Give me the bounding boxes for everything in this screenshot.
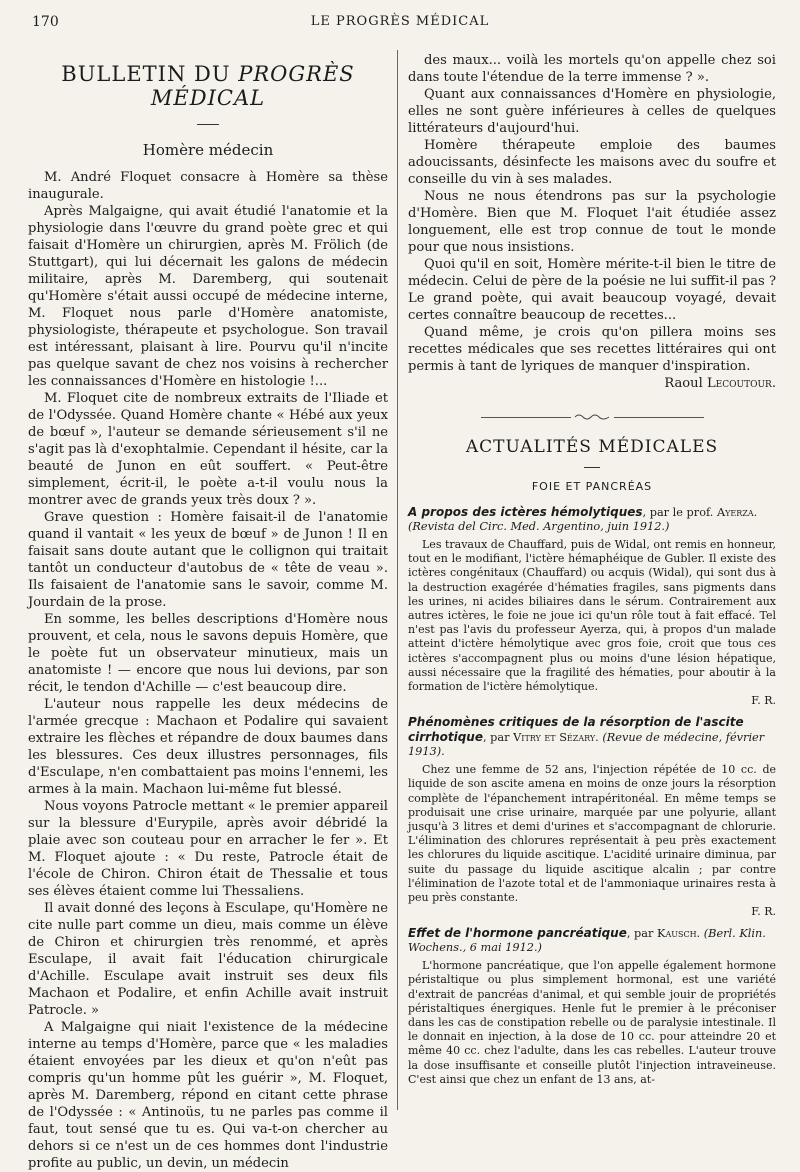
article-body: Les travaux de Chauffard, puis de Widal, ont remis en honneur, tout en le modifiant, l'ictère hémaphéique de Gubler. Il existe des ictères congénitaux (Chauffard) ou acquis (Widal), qui sont dus à la destruction exagérée d'hématies fragiles, sans pigments dans les urines, ni acides biliaires dans le sérum. Contrairement aux autres ictères, le foie ne joue ici qu'un rôle tout à fait effacé. Tel n'est pas l'avis du professeur Ayerza, qui, à propos d'un malade atteint d'ictère hémolytique avec gros foie, croit que tous ces ictères s'accompagnent plus ou moins d'une lésion hépatique, aussi nécessaire que la fragilité des hématies, pour aboutir à la formation de l'ictère hémolytique.: [408, 538, 776, 694]
article-body: L'hormone pancréatique, que l'on appelle également hormone péristaltique ou plus simplement hormonal, est une variété d'extrait de pancréas d'animal, et qui semble jouir de propriétés péristaltiques énergiques. Henle fut le premier à le préconiser dans les cas de constipation rebelle ou de paralysie intestinale. Il le donnait en injection, à la dose de 10 cc. pour atteindre 20 et même 40 cc. chez l'adulte, dans les cas rebelles. L'auteur trouve la dose insuffisante et conseille plutôt l'injection intraveineuse. C'est ainsi que chez un enfant de 13 ans, at-: [408, 959, 776, 1086]
paragraph: Grave question : Homère faisait-il de l'anatomie quand il vantait « les yeux de bœuf » de Junon ! Il en faisait sans doute autant que le collignon qui traitait tantôt un conducteur d'autobus de « tête de veau ». Ils faisaient de l'anatomie sans le savoir, comme M. Jourdain de la prose.: [28, 510, 388, 610]
paragraph: En somme, les belles descriptions d'Homère nous prouvent, et cela, nous le savons depuis Homère, que le poète fut un observateur minutieux, mais un anatomiste ! — encore que nous lui devions, par son récit, le tendon d'Achille — c'est beaucoup dire.: [28, 612, 388, 695]
paragraph: M. Floquet cite de nombreux extraits de l'Iliade et de l'Odyssée. Quand Homère chante « Hébé aux yeux de bœuf », l'auteur se demande sérieusement s'il ne s'agit pas là d'exophtalmie. Cependant il hésite, car la beauté de Junon en eût souffert. « Peut-être simplement, écrit-il, le poète a-t-il voulu nous la montrer avec de grands yeux très doux ? ».: [28, 391, 388, 508]
flourish-icon: [574, 412, 610, 422]
article-signature: F. R.: [751, 905, 776, 919]
author-signature: Raoul Lecoutour.: [664, 376, 776, 391]
paragraph: Homère thérapeute emploie des baumes adoucissants, désinfecte les maisons avec du soufre et conseille du vin à ses malades.: [408, 138, 776, 187]
paragraph: Nous voyons Patrocle mettant « le premier appareil sur la blessure d'Eurypile, après avoir débridé la plaie avec son couteau pour en arracher le fer ». Et M. Floquet ajoute : « Du reste, Patrocle était de l'école de Chiron. Chiron était de Thessalie et tous ses élèves étaient comme lui Thessaliens.: [28, 799, 388, 899]
paragraph: M. André Floquet consacre à Homère sa thèse inaugurale.: [28, 170, 388, 202]
paragraph: L'auteur nous rappelle les deux médecins de l'armée grecque : Machaon et Podalire qui savaient extraire les flèches et répandre de doux baumes dans les blessures. Ces deux illustres personnages, fils d'Esculape, n'en combattaient pas moins l'ennemi, les armes à la main. Machaon lui-même fut blessé.: [28, 697, 388, 797]
paragraph: Nous ne nous étendrons pas sur la psychologie d'Homère. Bien que M. Floquet l'ait étudiée assez longuement, elle est trop connue de tout le monde pour que nous insistions.: [408, 189, 776, 255]
news-articles: [408, 505, 776, 1087]
column-divider: [397, 50, 398, 1110]
left-column: [28, 52, 388, 1171]
paragraph: des maux... voilà les mortels qu'on appelle chez soi dans toute l'étendue de la terre immense ? ».: [408, 53, 776, 85]
section-dash: [584, 467, 600, 468]
article-heading: Phénomènes critiques de la résorption de l'ascite cirrhotique, par Vitry et Sézary. (Revue de médecine, février 1913).: [408, 715, 765, 759]
paragraph: Quand même, je crois qu'on pillera moins ses recettes médicales que ses recettes littéraires qui ont permis à tant de lyriques de manquer d'inspiration.: [408, 325, 776, 374]
page-number: 170: [32, 14, 59, 30]
paragraph: Après Malgaigne, qui avait étudié l'anatomie et la physiologie dans l'œuvre du grand poète grec et qui faisait d'Homère un chirurgien, après M. Frölich (de Stuttgart), qui lui décernait les galons de médecin militaire, après M. Daremberg, qui soutenait qu'Homère s'était aussi occupé de médecine interne, M. Floquet nous parle d'Homère anatomiste, physiologiste, thérapeute et psychologue. Son travail est intéressant, plaisant à lire. Pourvu qu'il n'incite pas quelque savant de chez nos voisins à rechercher les connaissances d'Homère en histologie !...: [28, 204, 388, 389]
article-title: Homère médecin: [142, 141, 274, 159]
right-column: [408, 52, 776, 1106]
running-title: LE PROGRÈS MÉDICAL: [310, 14, 490, 29]
article-continuation: [408, 52, 776, 392]
article-signature: F. R.: [751, 694, 776, 708]
running-header: [32, 14, 768, 34]
subsection-title: FOIE ET PANCRÉAS: [531, 480, 653, 493]
article-heading: Effet de l'hormone pancréatique, par Kausch. (Berl. Klin. Wochens., 6 mai 1912.): [408, 926, 766, 955]
bulletin-title: BULLETIN DU PROGRÈS MÉDICAL: [61, 62, 355, 110]
paragraph: Quant aux connaissances d'Homère en physiologie, elles ne sont guère inférieures à celles de quelques littérateurs d'aujourd'hui.: [408, 87, 776, 136]
section-ornament: [408, 410, 776, 423]
article-heading: A propos des ictères hémolytiques, par le prof. Ayerza. (Revista del Circ. Med. Argentino, juin 1912.): [408, 505, 758, 533]
article-body: Chez une femme de 52 ans, l'injection répétée de 10 cc. de liquide de son ascite amena en moins de onze jours la résorption complète de l'épanchement intrapéritonéal. En même temps se produisait une crise urinaire, marquée par une polyurie, allant jusqu'à 3 litres et demi d'urines et s'accompagnant de chlorurie. L'élimination des chlorures représentait à peu près exactement les chlorures du liquide ascitique. L'acidité urinaire diminua, par suite du passage du liquide ascitique alcalin ; par contre l'élimination de l'azote total et de l'ammoniaque urinaires resta à peu près constante.: [408, 763, 776, 905]
title-dash: [197, 124, 219, 125]
paragraph: Quoi qu'il en soit, Homère mérite-t-il bien le titre de médecin. Celui de père de la poésie ne lui suffit-il pas ? Le grand poète, qui avait beaucoup voyagé, devait certes connaître beaucoup de recettes...: [408, 257, 776, 323]
paragraph: Il avait donné des leçons à Esculape, qu'Homère ne cite nulle part comme un dieu, mais comme un élève de Chiron et chirurgien très renommé, et après Esculape, il avait fait l'éducation chirurgicale d'Achille. Esculape avait instruit ses deux fils Machaon et Podalire, et enfin Achille avait instruit Patrocle. »: [28, 901, 388, 1018]
section-title: ACTUALITÉS MÉDICALES: [465, 437, 719, 457]
paragraph: A Malgaigne qui niait l'existence de la médecine interne au temps d'Homère, parce que « les maladies étaient envoyées par les dieux et qu'on n'eût pas compris qu'un homme pût les guérir », M. Floquet, après M. Daremberg, répond en citant cette phrase de l'Odyssée : « Antinoüs, tu ne parles pas comme il faut, tout sensé que tu es. Qui va-t-on chercher au dehors si ce n'est un de ces hommes dont l'industrie profite au public, un devin, un médecin: [28, 1020, 388, 1171]
